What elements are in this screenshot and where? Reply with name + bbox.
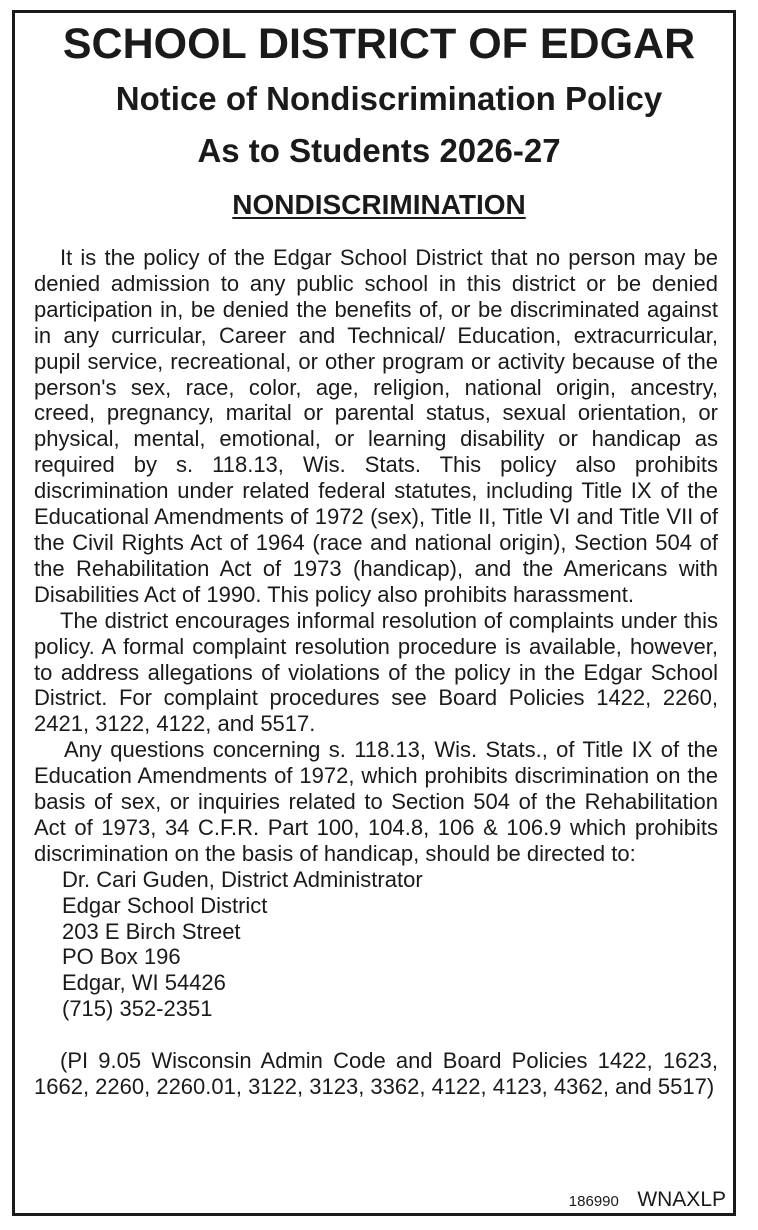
contact-block (34, 867, 718, 1022)
ad-identifier (569, 1188, 726, 1212)
notice-title: Notice of Nondiscrimination Policy (115, 80, 663, 117)
ad-code: WNAXLP (637, 1188, 726, 1211)
complaint-paragraph: The district encourages informal resolution of complaints under this policy. A formal complaint resolution procedure is available, however, to address allegations of violations of the policy in the Edgar School District. For complaint procedures see Board Policies 1422, 2260, 2421, 3122, 4122, and 5517. (34, 607, 718, 737)
contact-street: 203 E Birch Street (62, 918, 241, 944)
contact-phone: (715) 352-2351 (62, 996, 213, 1022)
contact-po-box: PO Box 196 (62, 944, 181, 970)
ad-number: 186990 (568, 1193, 619, 1210)
inquiries-paragraph: Any questions concerning s. 118.13, Wis. Stats., of Title IX of the Education Amendments of 1972, which prohibits discrimination on the basis of sex, or inquiries related to Section 504 of the Rehabilitation Act of 1973, 34 C.F.R. Part 100, 104.8, 106 & 106.9 which prohibits discrimination on the basis of handicap, should be directed to: (34, 737, 718, 866)
district-title: SCHOOL DISTRICT OF EDGAR (62, 20, 696, 68)
contact-organization: Edgar School District (62, 892, 268, 918)
policy-paragraph: It is the policy of the Edgar School District that no person may be denied admission to any public school in this district or be denied participation in, be denied the benefits of, or be discriminated against in any curricular, Career and Technical/ Education, extracurricular, pupil service, recreational, or other program or activity because of the person's sex, race, color, age, religion, national origin, ancestry, creed, pregnancy, marital or parental status, sexual orientation, or physical, mental, emotional, or learning disability or handicap as required by s. 118.13, Wis. Stats. This policy also prohibits discrimination under related federal statutes, including Title IX of the Educational Amendments of 1972 (sex), Title II, Title VI and Title VII of the Civil Rights Act of 1964 (race and national origin), Section 504 of the Rehabilitation Act of 1973 (handicap), and the Americans with Disabilities Act of 1990. This policy also prohibits harassment. (34, 245, 718, 607)
notice-year-line: As to Students 2026-27 (197, 132, 561, 169)
legal-reference-note: (PI 9.05 Wisconsin Admin Code and Board Policies 1422, 1623, 1662, 2260, 2260.01, 3122, 3123, 3362, 4122, 4123, 4362, and 5517) (34, 1048, 718, 1100)
notice-body (34, 245, 718, 1100)
contact-city: Edgar, WI 54426 (62, 970, 226, 996)
section-heading: NONDISCRIMINATION (232, 189, 526, 220)
contact-name: Dr. Cari Guden, District Administrator (62, 866, 423, 892)
